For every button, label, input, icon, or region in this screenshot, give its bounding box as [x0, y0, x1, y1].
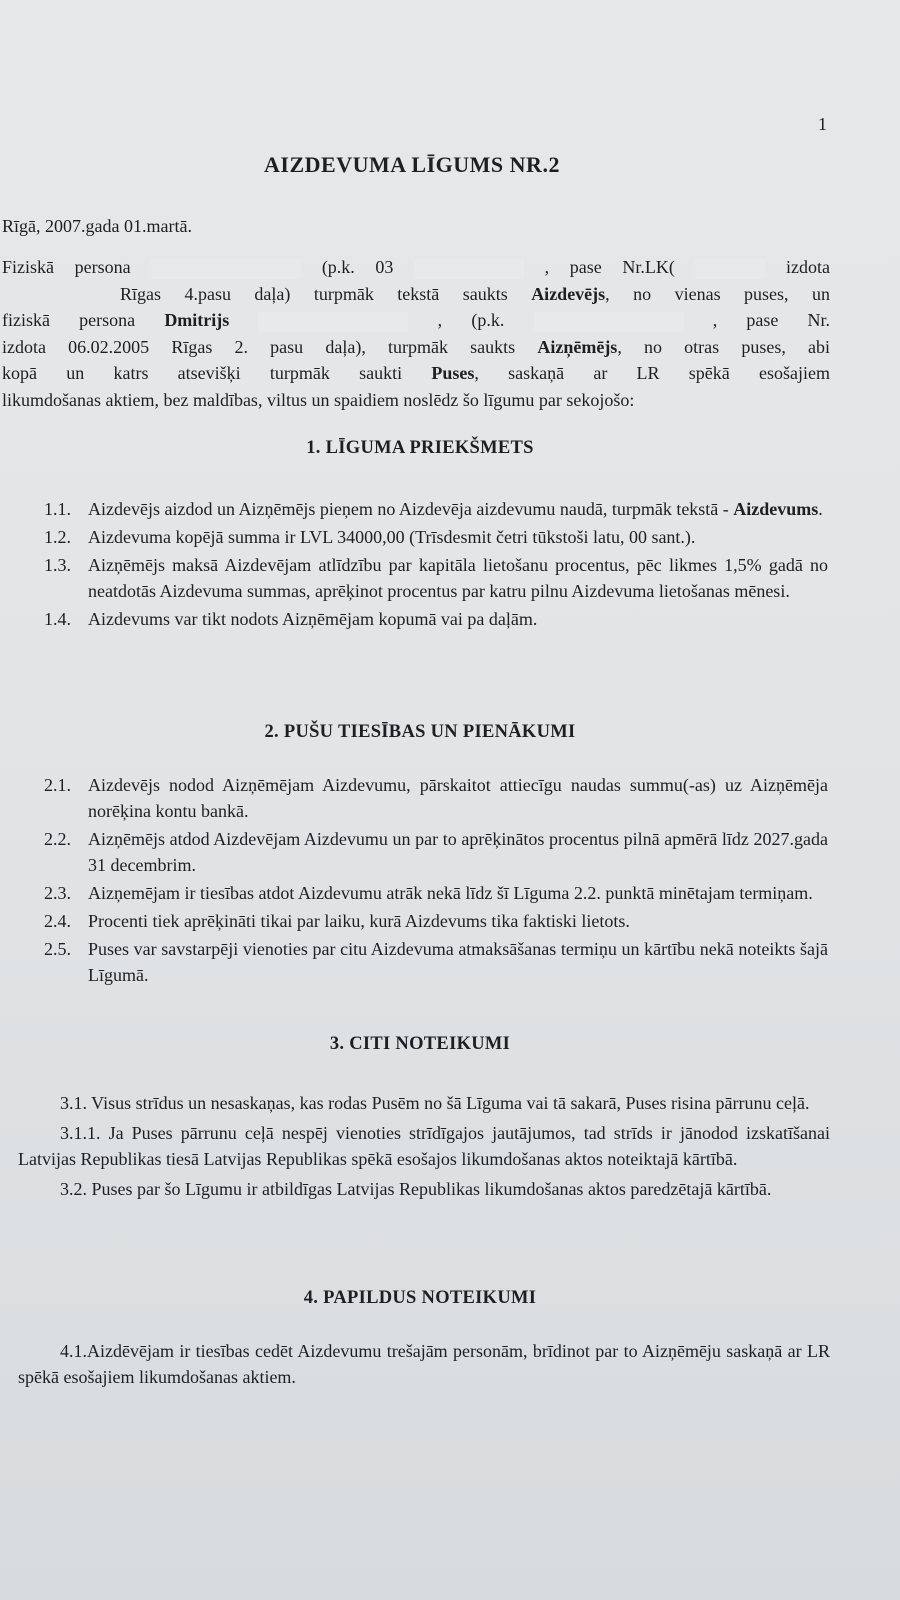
parties-text: kopā un katrs atsevišķi turpmāk saukti	[2, 363, 432, 383]
redacted-passport-number	[695, 259, 765, 279]
clause-2-4	[44, 908, 828, 934]
parties-line	[2, 334, 830, 361]
parties-text: , pase Nr.LK(	[544, 257, 675, 277]
parties-text: , (p.k.	[437, 310, 505, 330]
section-heading-1: 1. LĪGUMA PRIEKŠMETS	[306, 438, 534, 458]
clause-number: 2.5.	[44, 939, 71, 959]
section-4-paragraphs	[18, 1338, 830, 1394]
clause-number: 1.1.	[44, 499, 71, 519]
clause-text: Aizdevējs nodod Aizņēmējam Aizdevumu, pārskaitot attiecīgu naudas summu(-as) uz Aizņēmēja norēķina kontu bankā.	[88, 775, 828, 821]
clause-1-1	[44, 496, 828, 522]
paragraph-3-1-1: 3.1.1. Ja Puses pārrunu ceļā nespēj vienoties strīdīgajos jautājumos, tad strīds ir jānodod izskatīšanai Latvijas Republikas tiesā Latvijas Republikas spēkā esošajos likumdošanas aktos noteiktajā kārtībā.	[18, 1123, 830, 1169]
parties-line	[2, 387, 830, 414]
clause-number: 2.4.	[44, 911, 71, 931]
clause-number: 2.2.	[44, 829, 71, 849]
parties-text: , saskaņā ar LR spēkā esošajiem	[474, 363, 830, 383]
paragraph-3-1: 3.1. Visus strīdus un nesaskaņas, kas rodas Pusēm no šā Līguma vai tā sakarā, Puses risina pārrunu ceļā.	[60, 1093, 810, 1113]
clause-2-2	[44, 826, 828, 878]
place-date: Rīgā, 2007.gada 01.martā.	[2, 216, 192, 236]
parties-line	[2, 360, 830, 387]
section-2-clauses	[44, 772, 828, 990]
lender-term: Aizdevējs	[531, 283, 606, 304]
parties-text: fiziskā persona	[2, 310, 165, 330]
parties-text: , pase Nr.	[712, 310, 831, 330]
paragraph-3-2: 3.2. Puses par šo Līgumu ir atbildīgas Latvijas Republikas likumdošanas aktos paredzētajā kārtībā.	[60, 1179, 772, 1199]
parties-term: Puses	[431, 363, 475, 383]
borrower-first-name: Dmitrijs	[164, 310, 230, 330]
parties-text: likumdošanas aktiem, bez maldības, viltus un spaidiem noslēdz šo līgumu par sekojošo:	[2, 389, 635, 410]
page-number: 1	[818, 114, 827, 134]
parties-line	[2, 307, 830, 334]
clause-2-1	[44, 772, 828, 824]
clause-number: 1.3.	[44, 555, 71, 575]
parties-text: Fiziskā persona	[2, 257, 131, 277]
clause-number: 1.2.	[44, 527, 71, 547]
clause-text: Procenti tiek aprēķināti tikai par laiku, kurā Aizdevums tika faktiski lietots.	[88, 911, 630, 931]
parties-text: izdota	[786, 257, 831, 277]
parties-text: , no otras puses, abi	[617, 336, 831, 357]
parties-text: izdota 06.02.2005 Rīgas 2. pasu daļa), turpmāk saukts	[2, 336, 538, 357]
clause-1-3	[44, 552, 828, 604]
section-heading-4: 4. PAPILDUS NOTEIKUMI	[303, 1288, 537, 1308]
clause-text: Aizdevuma kopējā summa ir LVL 34000,00 (Trīsdesmit četri tūkstoši latu, 00 sant.).	[88, 527, 696, 547]
parties-text: , no vienas puses, un	[605, 283, 830, 304]
clause-2-5	[44, 936, 828, 988]
parties-line	[2, 281, 830, 308]
redacted-personal-code	[534, 312, 684, 332]
section-3-paragraphs	[18, 1090, 830, 1206]
clause-text: .	[818, 499, 823, 519]
parties-text: (p.k. 03	[321, 257, 394, 277]
redacted-personal-code	[414, 259, 524, 279]
clause-text: Aizņēmējs atdod Aizdevējam Aizdevumu un par to aprēķinātos procentus pilnā apmērā līdz 2027.gada 31 decembrim.	[88, 829, 828, 875]
redacted-name	[151, 259, 301, 279]
clause-number: 2.3.	[44, 883, 71, 903]
clause-number: 2.1.	[44, 775, 71, 795]
section-1-clauses	[44, 496, 828, 634]
parties-paragraph	[2, 254, 830, 413]
section-heading-3: 3. CITI NOTEIKUMI	[329, 1034, 511, 1054]
redacted-surname	[258, 312, 408, 332]
parties-text: Rīgas 4.pasu daļa) turpmāk tekstā saukts	[120, 283, 532, 304]
document-title: AIZDEVUMA LĪGUMS NR.2	[264, 152, 560, 177]
loan-term: Aizdevums	[733, 499, 819, 519]
parties-line	[2, 254, 830, 281]
clause-number: 1.4.	[44, 609, 71, 629]
paragraph-4-1: 4.1.Aizdēvējam ir tiesības cedēt Aizdevumu trešajām personām, brīdinot par to Aizņēmēju saskaņā ar LR spēkā esošajiem likumdošanas aktiem.	[18, 1341, 830, 1387]
clause-text: Aizdevums var tikt nodots Aizņēmējam kopumā vai pa daļām.	[88, 609, 538, 629]
clause-text: Aizņēmējs maksā Aizdevējam atlīdzību par kapitāla lietošanu procentus, pēc likmes 1,5% gadā no neatdotās Aizdevuma summas, aprēķinot procentus par katru pilnu Aizdevuma lietošanas mēnesi.	[88, 555, 828, 601]
clause-text: Puses var savstarpēji vienoties par citu Aizdevuma atmaksāšanas termiņu un kārtību nekā noteikts šajā Līgumā.	[88, 939, 828, 985]
clause-1-2	[44, 524, 828, 550]
clause-1-4	[44, 606, 828, 632]
clause-2-3	[44, 880, 828, 906]
borrower-term: Aizņēmējs	[537, 336, 618, 357]
section-heading-2: 2. PUŠU TIESĪBAS UN PIENĀKUMI	[264, 722, 576, 742]
clause-text: Aizņemējam ir tiesības atdot Aizdevumu atrāk nekā līdz šī Līguma 2.2. punktā minētajam termiņam.	[88, 883, 813, 903]
clause-text: Aizdevējs aizdod un Aizņēmējs pieņem no Aizdevēja aizdevumu naudā, turpmāk tekstā -	[88, 499, 734, 519]
